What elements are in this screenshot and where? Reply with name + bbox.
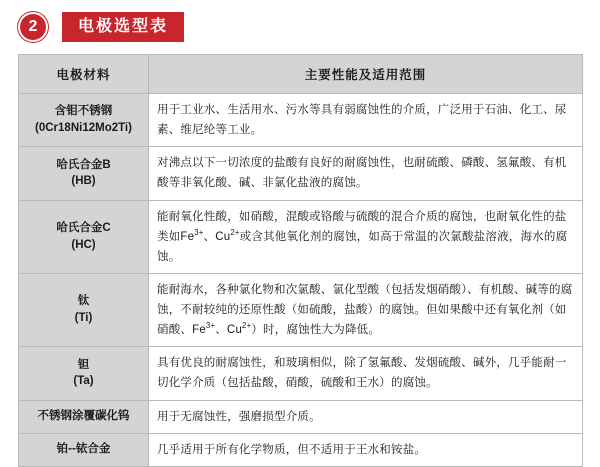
material-label-line2: (0Cr18Ni12Mo2Ti) bbox=[35, 122, 132, 135]
column-header-performance: 主要性能及适用范围 bbox=[149, 55, 583, 94]
material-label-line2: (HC) bbox=[71, 238, 96, 251]
material-cell bbox=[19, 200, 149, 273]
material-label-line2: (HB) bbox=[71, 175, 96, 188]
description-cell: 具有优良的耐腐蚀性，和玻璃相似，除了氢氟酸、发烟硫酸、碱外，几乎能耐一切化学介质（包括盐酸，硝酸，硫酸和王水）的腐蚀。 bbox=[149, 347, 583, 400]
table-row bbox=[19, 200, 583, 273]
table-row bbox=[19, 400, 583, 433]
description-superscript: 2+ bbox=[242, 321, 252, 331]
page-header bbox=[18, 10, 582, 44]
description-superscript: 3+ bbox=[205, 321, 216, 331]
description-part: 能耐海水，各种氯化物和次氯酸、氯化型酸（包括发烟硝酸）、有机酸、碱等的腐蚀，不耐较纯的还原性酸（如硫酸，盐酸）的腐蚀。但如果酸中还有氧化剂（如硝酸、Fe bbox=[157, 283, 573, 337]
page-title: 电极选型表 bbox=[62, 12, 184, 43]
material-label-line1: 钽 bbox=[77, 358, 90, 371]
material-cell bbox=[19, 273, 149, 346]
material-label-line1: 哈氏合金B bbox=[56, 158, 111, 171]
description-part: ）时，腐蚀性大为降低。 bbox=[251, 324, 381, 337]
description-superscript: 2+ bbox=[230, 227, 240, 237]
material-cell bbox=[19, 94, 149, 147]
material-cell: 不锈钢涂覆碳化钨 bbox=[19, 400, 149, 433]
column-header-material: 电极材料 bbox=[19, 55, 149, 94]
electrode-selection-table bbox=[18, 54, 583, 467]
table-row bbox=[19, 94, 583, 147]
material-cell: 铂--铱合金 bbox=[19, 433, 149, 466]
material-label-line1: 钛 bbox=[77, 295, 90, 308]
table-row bbox=[19, 347, 583, 400]
description-cell bbox=[149, 273, 583, 346]
material-cell bbox=[19, 347, 149, 400]
material-label-line1: 含钼不锈钢 bbox=[54, 105, 113, 118]
table-row bbox=[19, 273, 583, 346]
material-label-line1: 哈氏合金C bbox=[56, 222, 111, 235]
description-cell: 对沸点以下一切浓度的盐酸有良好的耐腐蚀性，也耐硫酸、磷酸、氢氟酸、有机酸等非氧化酸、碱、非氯化盐液的腐蚀。 bbox=[149, 147, 583, 200]
material-label-line2: (Ti) bbox=[74, 312, 93, 325]
description-part: 、Cu bbox=[203, 230, 231, 243]
description-part: 、Cu bbox=[215, 324, 243, 337]
description-part: 能耐氧化性酸，如硝酸，混酸或铬酸与硫酸的混合介质的腐蚀，也耐氧化性的盐类如Fe bbox=[157, 210, 567, 243]
description-part: 或含其他氧化剂的腐蚀，如高于常温的次氯酸盐溶液，海水的腐蚀。 bbox=[157, 230, 568, 263]
material-label-line2: (Ta) bbox=[73, 375, 94, 388]
description-cell: 用于工业水、生活用水、污水等具有弱腐蚀性的介质，广泛用于石油、化工、尿素、维尼纶等工业。 bbox=[149, 94, 583, 147]
section-number-badge: 2 bbox=[18, 12, 48, 42]
table-row bbox=[19, 147, 583, 200]
description-cell: 用于无腐蚀性，强磨损型介质。 bbox=[149, 400, 583, 433]
table-row bbox=[19, 433, 583, 466]
description-superscript: 3+ bbox=[194, 227, 204, 237]
description-cell bbox=[149, 200, 583, 273]
table-header-row bbox=[19, 55, 583, 94]
material-cell bbox=[19, 147, 149, 200]
description-cell: 几乎适用于所有化学物质，但不适用于王水和铵盐。 bbox=[149, 433, 583, 466]
